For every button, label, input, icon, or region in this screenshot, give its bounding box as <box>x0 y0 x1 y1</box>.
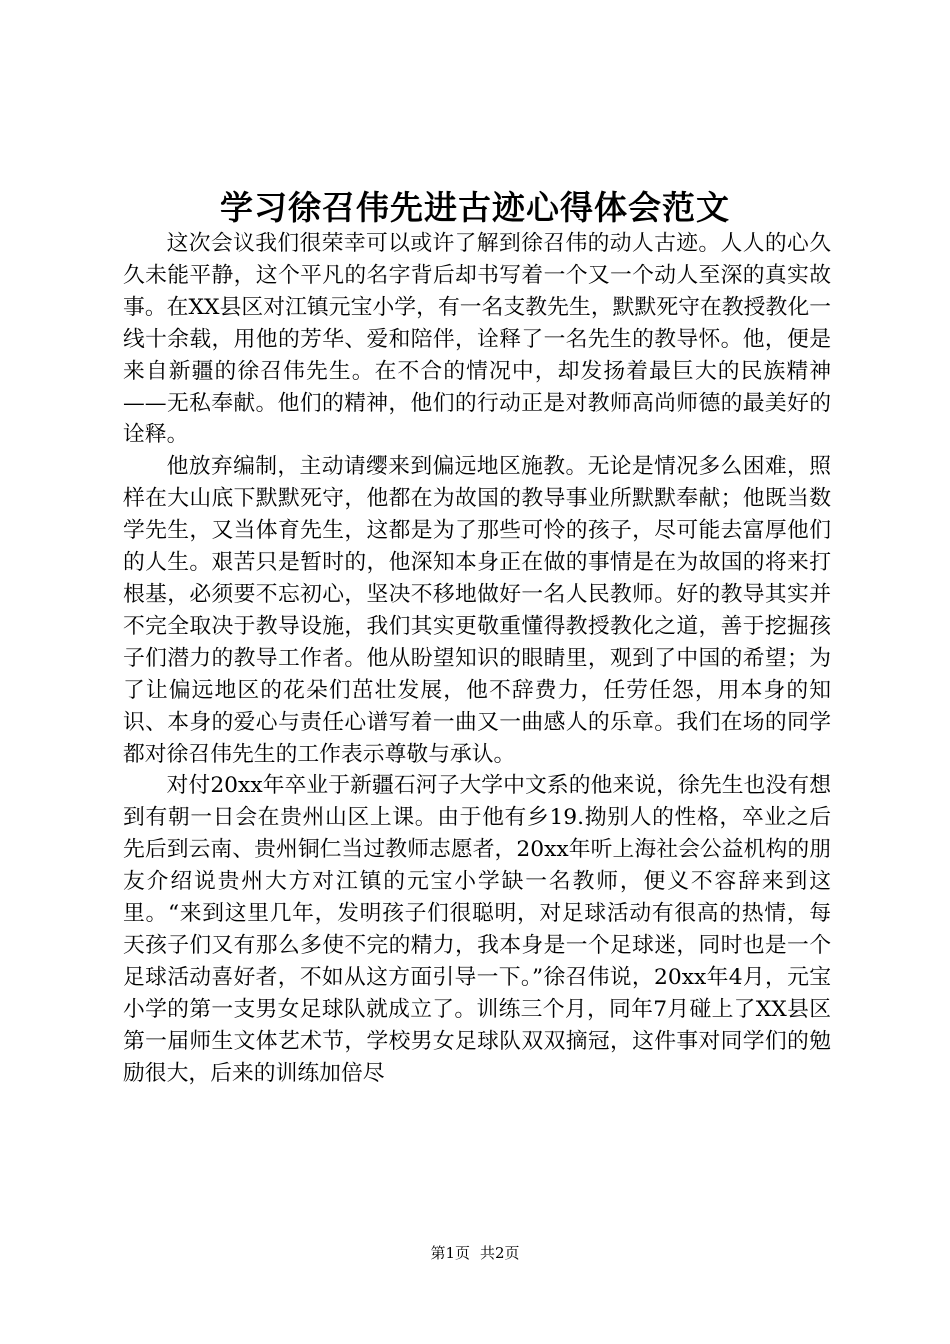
paragraph-3: 对付20xx年卒业于新疆石河子大学中文系的他来说，徐先生也没有想到有朝一日会在贵州山区上课。由于他有乡19.拗别人的性格，卒业之后先后到云南、贵州铜仁当过教师志愿者，20xx年听上海社会公益机构的朋友介绍说贵州大方对江镇的元宝小学缺一名教师，便义不容辞来到这里。“来到这里几年，发明孩子们很聪明，对足球活动有很高的热情，每天孩子们又有那么多使不完的精力，我本身是一个足球迷，同时也是一个足球活动喜好者，不如从这方面引导一下。”徐召伟说，20xx年4月，元宝小学的第一支男女足球队就成立了。训练三个月，同年7月碰上了XX县区第一届师生文体艺术节，学校男女足球队双双摘冠，这件事对同学们的勉励很大，后来的训练加倍尽 <box>123 773 831 1086</box>
page-number: 第1页 <box>430 1244 470 1262</box>
document-body <box>123 228 831 1089</box>
document-title: 学习徐召伟先进古迹心得体会范文 <box>220 188 730 227</box>
page-footer <box>0 1243 950 1263</box>
page-total: 共2页 <box>480 1244 520 1262</box>
paragraph-1: 这次会议我们很荣幸可以或许了解到徐召伟的动人古迹。人人的心久久未能平静，这个平凡的名字背后却书写着一个又一个动人至深的真实故事。在XX县区对江镇元宝小学，有一名支教先生，默默死守在教授教化一线十余载，用他的芳华、爱和陪伴，诠释了一名先生的教导怀。他，便是来自新疆的徐召伟先生。在不合的情况中，却发扬着最巨大的民族精神——无私奉献。他们的精神，他们的行动正是对教师高尚师德的最美好的诠释。 <box>123 231 831 448</box>
paragraph-2: 他放弃编制，主动请缨来到偏远地区施教。无论是情况多么困难，照样在大山底下默默死守，他都在为故国的教导事业所默默奉献；他既当数学先生，又当体育先生，这都是为了那些可怜的孩子，尽可能去富厚他们的人生。艰苦只是暂时的，他深知本身正在做的事情是在为故国的将来打根基，必须要不忘初心，坚决不移地做好一名人民教师。好的教导其实并不完全取决于教导设施，我们其实更敬重懂得教授教化之道，善于挖掘孩子们潜力的教导工作者。他从盼望知识的眼睛里，观到了中国的希望；为了让偏远地区的花朵们茁壮发展，他不辞费力，任劳任怨，用本身的知识、本身的爱心与责任心谱写着一曲又一曲感人的乐章。我们在场的同学都对徐召伟先生的工作表示尊敬与承认。 <box>123 454 831 767</box>
